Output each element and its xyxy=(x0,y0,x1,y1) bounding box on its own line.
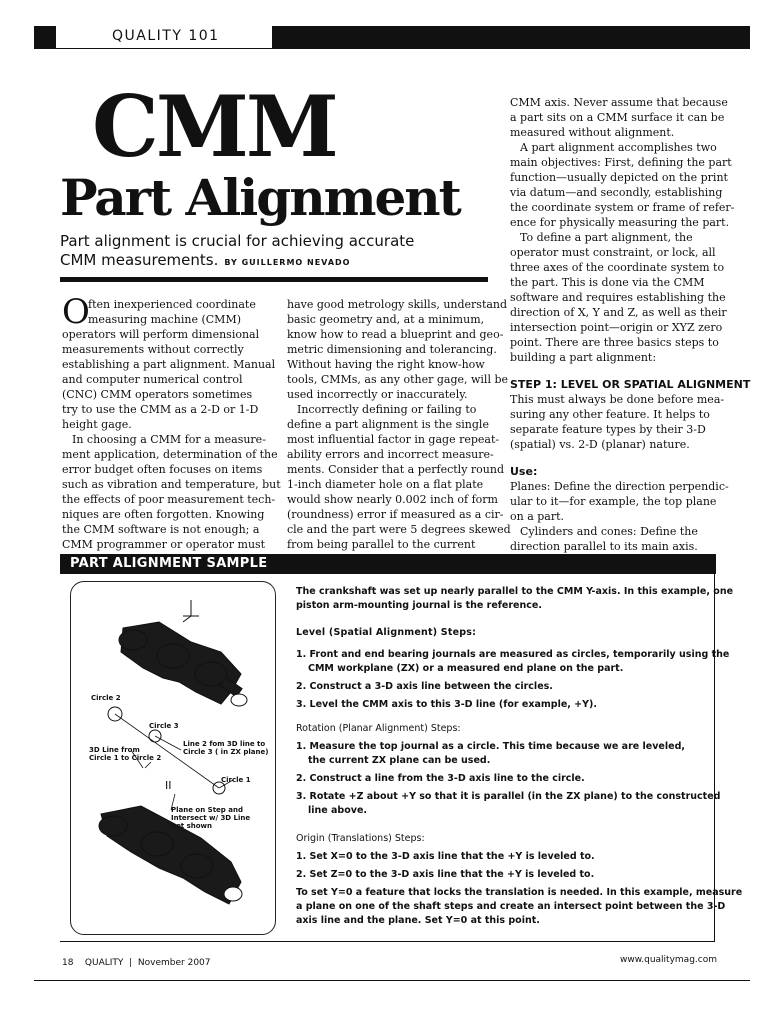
sample-line: The crankshaft was set up nearly parallel to the CMM Y-axis. In this example, one xyxy=(296,586,734,597)
level-heading: Level (Spatial Alignment) Steps: xyxy=(296,627,477,638)
label-line-2 xyxy=(183,740,268,756)
body-line: the part. This is done via the CMM xyxy=(510,276,705,289)
website-url: www.qualitymag.com xyxy=(620,955,717,965)
body-line: ular to it—for example, the top plane xyxy=(510,495,717,508)
body-line: and computer numerical control xyxy=(62,373,243,386)
axis-marker-icon xyxy=(183,600,199,622)
body-line: the CMM software is not enough; a xyxy=(62,523,260,536)
parallel-symbol: II xyxy=(165,779,172,792)
body-line: ability errors and incorrect measure- xyxy=(287,448,494,461)
body-line: ment application, determination of the xyxy=(62,448,278,461)
body-line: three axes of the coordinate system to xyxy=(510,261,725,274)
magazine-name: QUALITY xyxy=(84,958,124,968)
sample-title: PART ALIGNMENT SAMPLE xyxy=(70,556,268,571)
label-line-2-1: Line 2 fom 3D line to xyxy=(183,740,266,748)
deck xyxy=(60,232,490,272)
body-line: suring any other feature. It helps to xyxy=(510,408,710,421)
sample-line: line above. xyxy=(308,805,368,816)
label-plane-2: Intersect w/ 3D Line xyxy=(171,814,251,822)
body-line: niques are often forgotten. Knowing xyxy=(62,508,265,521)
label-plane-1: Plane on Step and xyxy=(171,806,243,814)
body-line: measured without alignment. xyxy=(510,126,675,139)
header-black-block xyxy=(34,26,56,48)
sample-line: 1. Measure the top journal as a circle. This time because we are leveled, xyxy=(296,741,685,752)
body-line: establishing a part alignment. Manual xyxy=(62,358,276,371)
body-line: know how to read a blueprint and geo- xyxy=(287,328,504,341)
section-label: QUALITY 101 xyxy=(112,28,220,44)
sample-line: the current ZX plane can be used. xyxy=(308,755,491,766)
crankshaft-diagram xyxy=(70,581,276,935)
body-line: have good metrology skills, understand xyxy=(287,298,508,311)
body-line: measuring machine (CMM) xyxy=(88,313,241,326)
byline: BY GUILLERMO NEVADO xyxy=(224,258,351,267)
body-line: try to use the CMM as a 2-D or 1-D xyxy=(62,403,259,416)
header-black-bar xyxy=(272,26,750,48)
sample-line: CMM workplane (ZX) or a measured end plane on the part. xyxy=(308,663,624,674)
sample-line: 1. Set X=0 to the 3-D axis line that the +Y is leveled to. xyxy=(296,851,595,862)
body-line: building a part alignment: xyxy=(510,351,657,364)
label-3d-line-2: Circle 1 to Circle 2 xyxy=(89,754,162,762)
body-line: To define a part alignment, the xyxy=(520,231,693,244)
body-line: tools, CMMs, as any other gage, will be xyxy=(287,373,509,386)
origin-steps xyxy=(296,832,743,928)
body-line: main objectives: First, defining the part xyxy=(510,156,732,169)
body-line: on a part. xyxy=(510,510,565,523)
level-steps xyxy=(296,626,730,712)
body-line: (spatial) vs. 2-D (planar) nature. xyxy=(510,438,690,451)
label-3d-line xyxy=(89,746,161,762)
body-line: Incorrectly defining or failing to xyxy=(297,403,477,416)
body-line: This must always be done before mea- xyxy=(510,393,725,406)
body-line: ence for physically measuring the part. xyxy=(510,216,730,229)
body-line: a part sits on a CMM surface it can be xyxy=(510,111,725,124)
footer-folio xyxy=(62,958,211,968)
sample-line: 2. Construct a 3-D axis line between the circles. xyxy=(296,681,553,692)
body-line: cle and the part were 5 degrees skewed xyxy=(287,523,511,536)
body-line: used incorrectly or inaccurately. xyxy=(287,388,468,401)
header-rule xyxy=(34,48,750,49)
sample-line: 1. Front and end bearing journals are measured as circles, temporarily using the xyxy=(296,649,730,660)
use-heading: Use: xyxy=(510,465,538,478)
crankshaft-upper-icon xyxy=(119,622,247,706)
body-line: direction parallel to its main axis. xyxy=(510,540,698,553)
body-line: from being parallel to the current xyxy=(287,538,476,551)
spacer xyxy=(510,365,722,377)
sample-line: 2. Set Z=0 to the 3-D axis line that the +Y is leveled to. xyxy=(296,869,595,880)
leader-arrow-icon xyxy=(145,762,151,768)
spacer xyxy=(510,452,722,464)
sample-line: 2. Construct a line from the 3-D axis line to the circle. xyxy=(296,773,585,784)
body-line: function—usually depicted on the print xyxy=(510,171,728,184)
body-line: operators will perform dimensional xyxy=(62,328,260,341)
deck-line xyxy=(60,251,490,272)
sample-line: 3. Level the CMM axis to this 3-D line (for example, +Y). xyxy=(296,699,597,710)
body-line: (CNC) CMM operators sometimes xyxy=(62,388,253,401)
rotation-steps xyxy=(296,722,721,818)
footer-rule xyxy=(34,980,750,981)
body-line: software and requires establishing the xyxy=(510,291,726,304)
body-line: (roundness) error if measured as a cir- xyxy=(287,508,504,521)
title-rule xyxy=(60,277,488,282)
deck-line: Part alignment is crucial for achieving accurate xyxy=(60,232,415,250)
body-line: via datum—and secondly, establishing xyxy=(510,186,723,199)
folio-divider: | xyxy=(126,958,136,968)
body-line: metric dimensioning and tolerancing. xyxy=(287,343,497,356)
body-line: In choosing a CMM for a measure- xyxy=(72,433,266,446)
body-line: ften inexperienced coordinate xyxy=(88,298,256,311)
label-plane-3: not shown xyxy=(171,822,212,830)
body-line: basic geometry and, at a minimum, xyxy=(287,313,485,326)
body-line: such as vibration and temperature, but xyxy=(62,478,281,491)
body-line: point. There are three basics steps to xyxy=(510,336,719,349)
body-line: would show nearly 0.002 inch of form xyxy=(287,493,498,506)
body-line: 1-inch diameter hole on a flat plate xyxy=(287,478,484,491)
sample-intro xyxy=(296,585,734,613)
sample-line: 3. Rotate +Z about +Y so that it is parallel (in the ZX plane) to the constructed xyxy=(296,791,721,802)
sample-line: piston arm-mounting journal is the reference. xyxy=(296,600,542,611)
sample-line: a plane on one of the shaft steps and create an intersect point between the 3-D xyxy=(296,901,726,912)
body-line: error budget often focuses on items xyxy=(62,463,263,476)
label-circle-2: Circle 2 xyxy=(91,694,121,702)
headline-main: CMM xyxy=(92,77,336,176)
body-line: Without having the right know-how xyxy=(287,358,485,371)
drop-cap: O xyxy=(62,292,90,332)
body-line: height gage. xyxy=(62,418,132,431)
body-line: CMM axis. Never assume that because xyxy=(510,96,728,109)
body-line: separate feature types by their 3-D xyxy=(510,423,706,436)
body-line: operator must constraint, or lock, all xyxy=(510,246,716,259)
sample-line: axis line and the plane. Set Y=0 at this point. xyxy=(296,915,540,926)
label-plane xyxy=(171,806,250,830)
body-line: the effects of poor measurement tech- xyxy=(62,493,276,506)
body-column-2 xyxy=(287,297,511,552)
body-line: ments. Consider that a perfectly round xyxy=(287,463,505,476)
body-line: Cylinders and cones: Define the xyxy=(520,525,698,538)
label-circle-1: Circle 1 xyxy=(221,776,251,784)
body-line: define a part alignment is the single xyxy=(287,418,489,431)
label-line-2-2: Circle 3 ( in ZX plane) xyxy=(183,748,269,756)
headline-sub: Part Alignment xyxy=(60,168,460,227)
sample-line: To set Y=0 a feature that locks the translation is needed. In this example, measure xyxy=(296,887,743,898)
deck-line-text: CMM measurements. xyxy=(60,251,219,269)
issue-date: November 2007 xyxy=(137,958,211,968)
body-line: A part alignment accomplishes two xyxy=(520,141,717,154)
body-line: measurements without correctly xyxy=(62,343,244,356)
step1-heading: STEP 1: LEVEL OR SPATIAL ALIGNMENT xyxy=(510,378,751,391)
label-circle-3: Circle 3 xyxy=(149,722,179,730)
body-column-3 xyxy=(510,95,751,554)
origin-heading: Origin (Translations) Steps: xyxy=(296,833,425,844)
body-line: Planes: Define the direction perpendic- xyxy=(510,480,729,493)
label-3d-line-1: 3D Line from xyxy=(89,746,140,754)
body-line: most influential factor in gage repeat- xyxy=(287,433,500,446)
body-line: CMM programmer or operator must xyxy=(62,538,266,551)
rotation-heading: Rotation (Planar Alignment) Steps: xyxy=(296,723,461,734)
body-column-1 xyxy=(62,292,281,552)
spacer xyxy=(296,640,708,648)
body-line: intersection point—origin or XYZ zero xyxy=(510,321,723,334)
body-line: the coordinate system or frame of refer- xyxy=(510,201,735,214)
page-number: 18 xyxy=(62,958,74,968)
body-line: direction of X, Y and Z, as well as their xyxy=(510,306,727,319)
